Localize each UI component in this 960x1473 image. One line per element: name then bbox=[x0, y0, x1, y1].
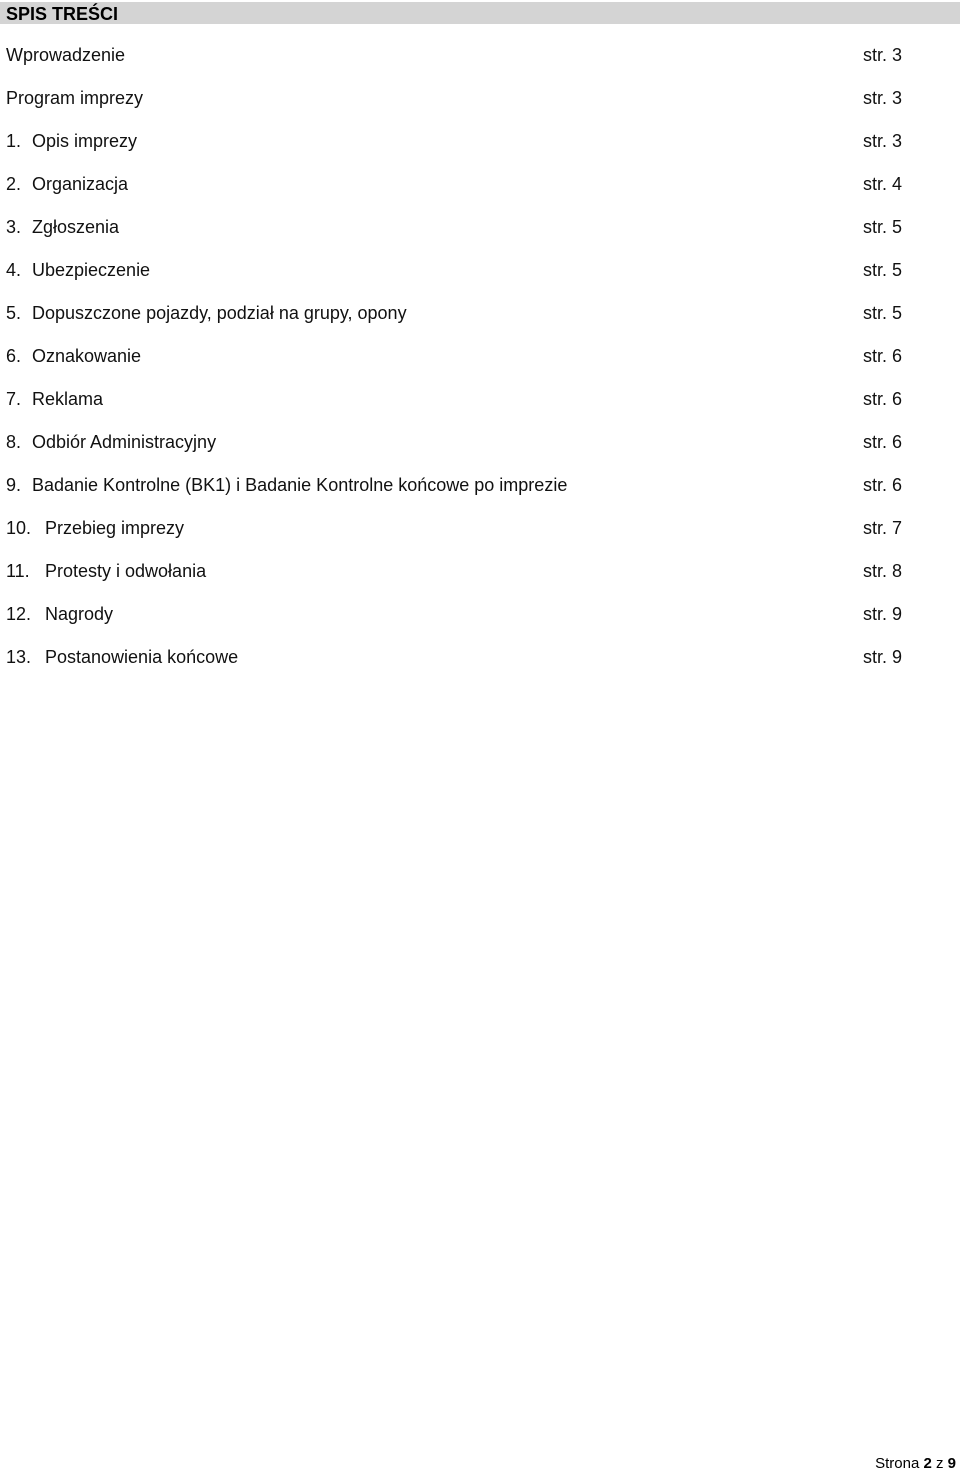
toc-entry-label: Opis imprezy bbox=[32, 131, 138, 151]
toc-entry-3[interactable] bbox=[0, 206, 960, 249]
toc-entry-11[interactable] bbox=[0, 550, 960, 593]
toc-entry-label: Nagrody bbox=[45, 604, 114, 624]
toc-header-bar bbox=[0, 2, 960, 24]
footer-current-page: 2 bbox=[923, 1455, 932, 1472]
toc-entry-number: 6. bbox=[6, 346, 22, 366]
toc-entry-page: str. 5 bbox=[863, 303, 903, 323]
page-number-footer bbox=[875, 1455, 956, 1473]
toc-entry-10[interactable] bbox=[0, 507, 960, 550]
toc-entry-page: str. 5 bbox=[863, 217, 903, 237]
toc-entry-7[interactable] bbox=[0, 378, 960, 421]
toc-entry-label: Reklama bbox=[32, 389, 104, 409]
toc-entry-page: str. 9 bbox=[863, 647, 903, 667]
toc-entry-page: str. 6 bbox=[863, 432, 903, 452]
toc-entry-label: Protesty i odwołania bbox=[45, 561, 207, 581]
toc-entry-1[interactable] bbox=[0, 120, 960, 163]
toc-entry-introduction[interactable] bbox=[0, 34, 960, 77]
toc-entry-13[interactable] bbox=[0, 636, 960, 679]
toc-entry-number: 10. bbox=[6, 518, 32, 538]
toc-entry-label: Wprowadzenie bbox=[6, 45, 126, 65]
toc-entry-label: Dopuszczone pojazdy, podział na grupy, opony bbox=[32, 303, 407, 323]
toc-entry-number: 4. bbox=[6, 260, 22, 280]
toc-entry-page: str. 5 bbox=[863, 260, 903, 280]
toc-entry-label: Ubezpieczenie bbox=[32, 260, 151, 280]
toc-entry-number: 11. bbox=[6, 561, 30, 581]
toc-entry-6[interactable] bbox=[0, 335, 960, 378]
toc-entry-label: Przebieg imprezy bbox=[45, 518, 185, 538]
toc-entry-number: 7. bbox=[6, 389, 22, 409]
toc-entry-label: Badanie Kontrolne (BK1) i Badanie Kontrolne końcowe po imprezie bbox=[32, 475, 568, 495]
toc-entry-label: Program imprezy bbox=[6, 88, 144, 108]
toc-entry-program[interactable] bbox=[0, 77, 960, 120]
toc-entry-number: 1. bbox=[6, 131, 22, 151]
toc-title: SPIS TREŚCI bbox=[6, 4, 119, 24]
toc-entry-page: str. 3 bbox=[863, 131, 903, 151]
toc-entry-number: 2. bbox=[6, 174, 22, 194]
toc-entry-page: str. 7 bbox=[863, 518, 903, 538]
toc-entry-4[interactable] bbox=[0, 249, 960, 292]
footer-prefix: Strona bbox=[875, 1455, 920, 1472]
toc-entry-number: 9. bbox=[6, 475, 22, 495]
footer-separator: z bbox=[935, 1455, 944, 1472]
toc-list bbox=[0, 34, 960, 679]
toc-entry-2[interactable] bbox=[0, 163, 960, 206]
toc-entry-9[interactable] bbox=[0, 464, 960, 507]
toc-entry-5[interactable] bbox=[0, 292, 960, 335]
toc-entry-label: Zgłoszenia bbox=[32, 217, 120, 237]
toc-entry-label: Oznakowanie bbox=[32, 346, 142, 366]
toc-entry-page: str. 6 bbox=[863, 389, 903, 409]
toc-entry-page: str. 4 bbox=[863, 174, 903, 194]
toc-entry-label: Postanowienia końcowe bbox=[45, 647, 239, 667]
toc-entry-page: str. 9 bbox=[863, 604, 903, 624]
toc-entry-number: 13. bbox=[6, 647, 32, 667]
toc-entry-label: Organizacja bbox=[32, 174, 129, 194]
toc-entry-page: str. 3 bbox=[863, 45, 903, 65]
toc-entry-label: Odbiór Administracyjny bbox=[32, 432, 217, 452]
toc-entry-number: 3. bbox=[6, 217, 22, 237]
toc-entry-page: str. 6 bbox=[863, 475, 903, 495]
footer-total-pages: 9 bbox=[947, 1455, 956, 1472]
toc-entry-number: 5. bbox=[6, 303, 22, 323]
toc-entry-page: str. 8 bbox=[863, 561, 903, 581]
toc-entry-8[interactable] bbox=[0, 421, 960, 464]
toc-entry-12[interactable] bbox=[0, 593, 960, 636]
toc-entry-page: str. 3 bbox=[863, 88, 903, 108]
toc-entry-page: str. 6 bbox=[863, 346, 903, 366]
toc-entry-number: 8. bbox=[6, 432, 22, 452]
toc-entry-number: 12. bbox=[6, 604, 32, 624]
